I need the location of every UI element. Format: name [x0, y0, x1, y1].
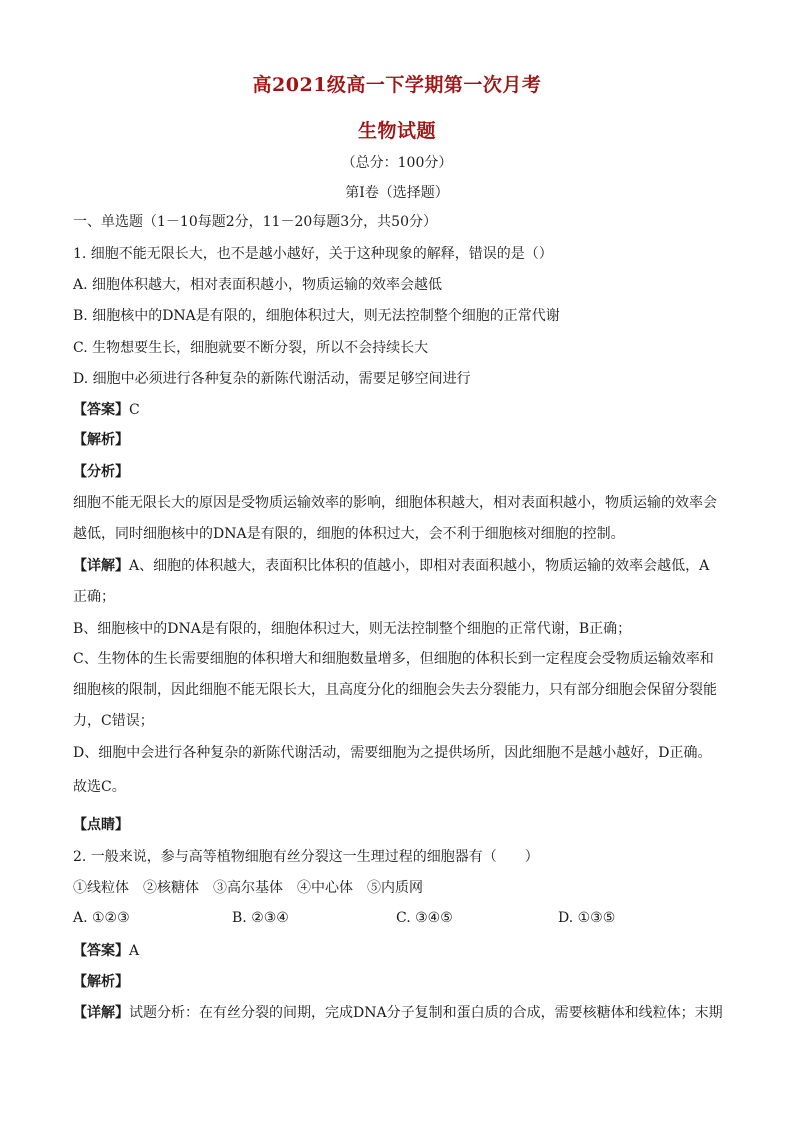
q2-detail-text: 试题分析：在有丝分裂的间期，完成DNA分子复制和蛋白质的合成，需要核糖体和线粒体；末期 — [129, 1005, 723, 1021]
q1-detail-c: C、生物体的生长需要细胞的体积增大和细胞数量增多，但细胞的体积长到一定程度会受物质运输效率和细胞核的限制，因此细胞不能无限长大，且高度分化的细胞会失去分裂能力，只有部分细胞会保留分裂能力，C错误； — [73, 651, 717, 729]
q2-answer-value: A — [129, 943, 140, 959]
volume-heading: 第Ⅰ卷（选择题） — [345, 185, 449, 201]
q2-items: ①线粒体 ②核糖体 ③高尔基体 ④中心体 ⑤内质网 — [73, 880, 423, 896]
q1-option-a: A. 细胞体积越大，相对表面积越小，物质运输的效率会越低 — [73, 277, 443, 293]
q1-option-c: C. 生物想要生长，细胞就要不断分裂，所以不会持续长大 — [73, 340, 429, 356]
q1-detail-a — [73, 551, 723, 613]
q1-detail-b: B、细胞核中的DNA是有限的，细胞体积过大，则无法控制整个细胞的正常代谢，B正确； — [73, 621, 632, 637]
q1-stem: 1. 细胞不能无限长大，也不是越小越好，关于这种现象的解释，错误的是（） — [73, 246, 553, 262]
q1-option-d: D. 细胞中必须进行各种复杂的新陈代谢活动，需要足够空间进行 — [73, 371, 471, 387]
q2-stem: 2. 一般来说，参与高等植物细胞有丝分裂这一生理过程的细胞器有（ ） — [73, 849, 539, 865]
q1-conclusion: 故选C。 — [73, 779, 126, 795]
q1-comment-label: 【点睛】 — [73, 817, 129, 833]
q1-answer-label: 【答案】 — [73, 402, 129, 418]
q2-option-b: B. ②③④ — [232, 910, 289, 926]
q1-fenxi-text: 细胞不能无限长大的原因是受物质运输效率的影响，细胞体积越大，相对表面积越小，物质运输的效率会越低，同时细胞核中的DNA是有限的，细胞的体积过大，会不利于细胞核对细胞的控制。 — [73, 495, 717, 542]
exam-subtitle: 生物试题 — [357, 120, 436, 142]
q2-option-d: D. ①③⑤ — [558, 910, 616, 926]
q2-analysis-label: 【解析】 — [73, 974, 129, 990]
q1-option-b: B. 细胞核中的DNA是有限的，细胞体积过大，则无法控制整个细胞的正常代谢 — [73, 308, 560, 324]
q2-answer-label: 【答案】 — [73, 943, 129, 959]
q1-detail-a-text: A、细胞的体积越大，表面积比体积的值越小，即相对表面积越小，物质运输的效率会越低，A正确； — [73, 558, 710, 605]
section-heading: 一、单选题（1－10每题2分，11－20每题3分，共50分） — [73, 214, 437, 230]
q2-option-a: A. ①②③ — [73, 910, 130, 926]
q1-fenxi-label: 【分析】 — [73, 464, 129, 480]
q1-answer-value: C — [129, 402, 140, 418]
q1-detail-label: 【详解】 — [73, 558, 129, 574]
q1-answer — [73, 400, 140, 420]
q1-detail-d: D、细胞中会进行各种复杂的新陈代谢活动，需要细胞为之提供场所，因此细胞不是越小越好，D正确。 — [73, 745, 712, 761]
exam-title: 高2021级高一下学期第一次月考 — [252, 74, 542, 96]
q2-detail — [73, 1003, 723, 1023]
q2-detail-label: 【详解】 — [73, 1005, 129, 1021]
total-score: （总分：100分） — [341, 155, 453, 171]
q1-analysis-label: 【解析】 — [73, 432, 129, 448]
q2-option-c: C. ③④⑤ — [396, 910, 453, 926]
q2-answer — [73, 941, 139, 961]
